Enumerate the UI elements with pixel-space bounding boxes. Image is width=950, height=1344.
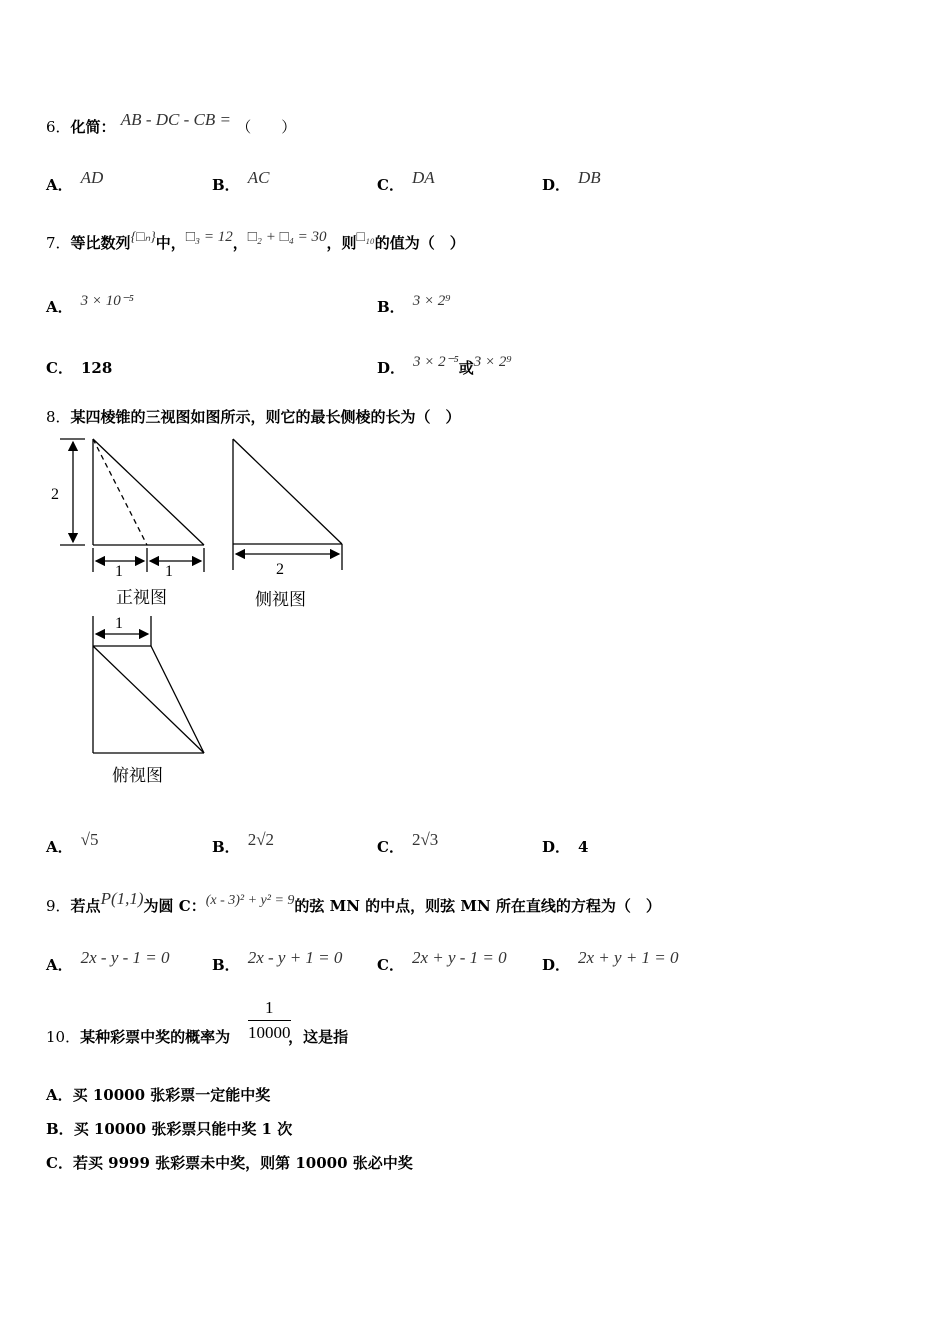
option-c[interactable]	[377, 168, 435, 195]
option-d[interactable]	[542, 168, 601, 195]
option-label: A．	[46, 176, 73, 194]
option-label: C．	[46, 1154, 73, 1172]
option-value: 买 10000 张彩票只能中奖 1 次	[73, 1120, 293, 1138]
option-b[interactable]	[212, 168, 270, 195]
side-view-edge	[233, 439, 342, 544]
option-value: 3 × 10⁻⁵	[80, 293, 134, 309]
option-a[interactable]	[46, 830, 99, 857]
option-c[interactable]	[46, 1152, 413, 1173]
option-value: DB	[578, 168, 601, 187]
fraction-denominator: 10000	[248, 1023, 291, 1042]
option-a[interactable]	[46, 168, 104, 195]
question-text: ，这是指	[288, 1028, 349, 1046]
option-value: 2√2	[247, 830, 275, 849]
option-d[interactable]	[377, 354, 512, 378]
option-value: √5	[80, 830, 99, 849]
option-value: 4	[578, 838, 589, 856]
question-text: 等比数列	[70, 234, 131, 252]
top-view	[93, 616, 204, 753]
question-text: 的值为（ ）	[374, 234, 465, 252]
formula: {□ₙ}	[130, 230, 156, 245]
formula: AB - DC - CB =	[120, 110, 231, 129]
formula: □₃ = 12	[185, 229, 233, 245]
dim-side-label: 2	[276, 561, 284, 578]
answer-paren: （ ）	[236, 118, 297, 136]
option-label: A．	[46, 298, 73, 316]
top-view-edge	[151, 646, 204, 753]
option-value: 买 10000 张彩票一定能中奖	[72, 1086, 271, 1104]
question-10-stem	[46, 1026, 348, 1047]
question-number: 8．	[46, 408, 71, 426]
option-value: 2x + y + 1 = 0	[578, 948, 679, 967]
dim-height-label: 2	[51, 486, 59, 503]
option-label: D．	[542, 838, 571, 856]
option-label: C．	[377, 838, 404, 856]
formula: (x - 3)² + y² = 9	[205, 893, 295, 908]
option-label: D．	[377, 359, 406, 377]
option-label: B．	[377, 298, 405, 316]
option-b[interactable]	[46, 1118, 292, 1139]
question-text: ，则	[326, 234, 357, 252]
formula: □₂ + □₄ = 30	[247, 229, 327, 245]
option-value: 3 × 2⁹	[412, 293, 451, 309]
option-label: B．	[212, 176, 240, 194]
question-text: 若点	[70, 897, 101, 915]
question-number: 7．	[46, 234, 71, 252]
option-label: D．	[542, 176, 571, 194]
option-value: 2√3	[411, 830, 439, 849]
option-value: AC	[247, 168, 270, 187]
option-connector: 或	[458, 359, 474, 377]
question-text: 中，	[155, 234, 186, 252]
option-label: B．	[46, 1120, 74, 1138]
option-label: A．	[46, 838, 73, 856]
fraction-numerator: 1	[248, 998, 291, 1021]
question-text: 的弦 MN 的中点，则弦 MN 所在直线的方程为（ ）	[294, 897, 661, 915]
question-number: 6．	[46, 118, 71, 136]
question-text: 化简：	[70, 118, 116, 136]
question-number: 9．	[46, 897, 71, 915]
option-value: AD	[80, 168, 104, 187]
option-label: C．	[377, 956, 404, 974]
option-a[interactable]	[46, 293, 134, 317]
probability-fraction	[248, 998, 291, 1043]
option-label: B．	[212, 838, 240, 856]
front-view-caption: 正视图	[116, 588, 167, 607]
question-9-stem	[46, 889, 661, 916]
dim-top-label: 1	[115, 615, 123, 632]
side-view-caption: 侧视图	[255, 590, 306, 609]
dim-front-right-label: 1	[165, 563, 173, 580]
three-view-figure	[40, 430, 360, 790]
front-view-edge	[93, 439, 204, 545]
option-b[interactable]	[212, 948, 343, 975]
side-view	[233, 439, 342, 570]
option-value: 若买 9999 张彩票未中奖，则第 10000 张必中奖	[72, 1154, 413, 1172]
option-c[interactable]	[46, 357, 112, 378]
question-text: ，	[232, 234, 248, 252]
option-value-2: 3 × 2⁹	[473, 354, 512, 370]
option-b[interactable]	[377, 293, 451, 317]
option-value: 3 × 2⁻⁵	[413, 354, 459, 370]
option-d[interactable]	[542, 836, 588, 857]
option-b[interactable]	[212, 830, 275, 857]
front-view-hidden-edge	[93, 439, 147, 545]
option-label: C．	[46, 359, 73, 377]
top-view-caption: 俯视图	[112, 766, 163, 785]
question-number: 10．	[46, 1028, 81, 1046]
option-value: 2x - y + 1 = 0	[247, 948, 343, 967]
question-6-stem	[46, 110, 297, 137]
option-d[interactable]	[542, 948, 679, 975]
top-view-edge	[93, 646, 204, 753]
option-value: DA	[411, 168, 435, 187]
option-a[interactable]	[46, 948, 170, 975]
formula: □₁₀	[356, 230, 375, 245]
option-label: A．	[46, 1086, 73, 1104]
option-value: 2x + y - 1 = 0	[411, 948, 507, 967]
option-label: B．	[212, 956, 240, 974]
question-7-stem	[46, 229, 465, 253]
front-view	[60, 439, 204, 572]
question-8-stem	[46, 406, 461, 427]
option-a[interactable]	[46, 1084, 270, 1105]
option-c[interactable]	[377, 830, 439, 857]
option-label: A．	[46, 956, 73, 974]
dim-front-left-label: 1	[115, 563, 123, 580]
option-value: 2x - y - 1 = 0	[80, 948, 170, 967]
option-c[interactable]	[377, 948, 507, 975]
formula: P(1,1)	[100, 889, 144, 908]
question-text: 某种彩票中奖的概率为	[80, 1028, 231, 1046]
question-text: 为圆 C：	[143, 897, 206, 915]
option-value: 128	[80, 359, 113, 377]
option-label: D．	[542, 956, 571, 974]
option-label: C．	[377, 176, 404, 194]
question-text: 某四棱锥的三视图如图所示，则它的最长侧棱的长为（ ）	[70, 408, 461, 426]
